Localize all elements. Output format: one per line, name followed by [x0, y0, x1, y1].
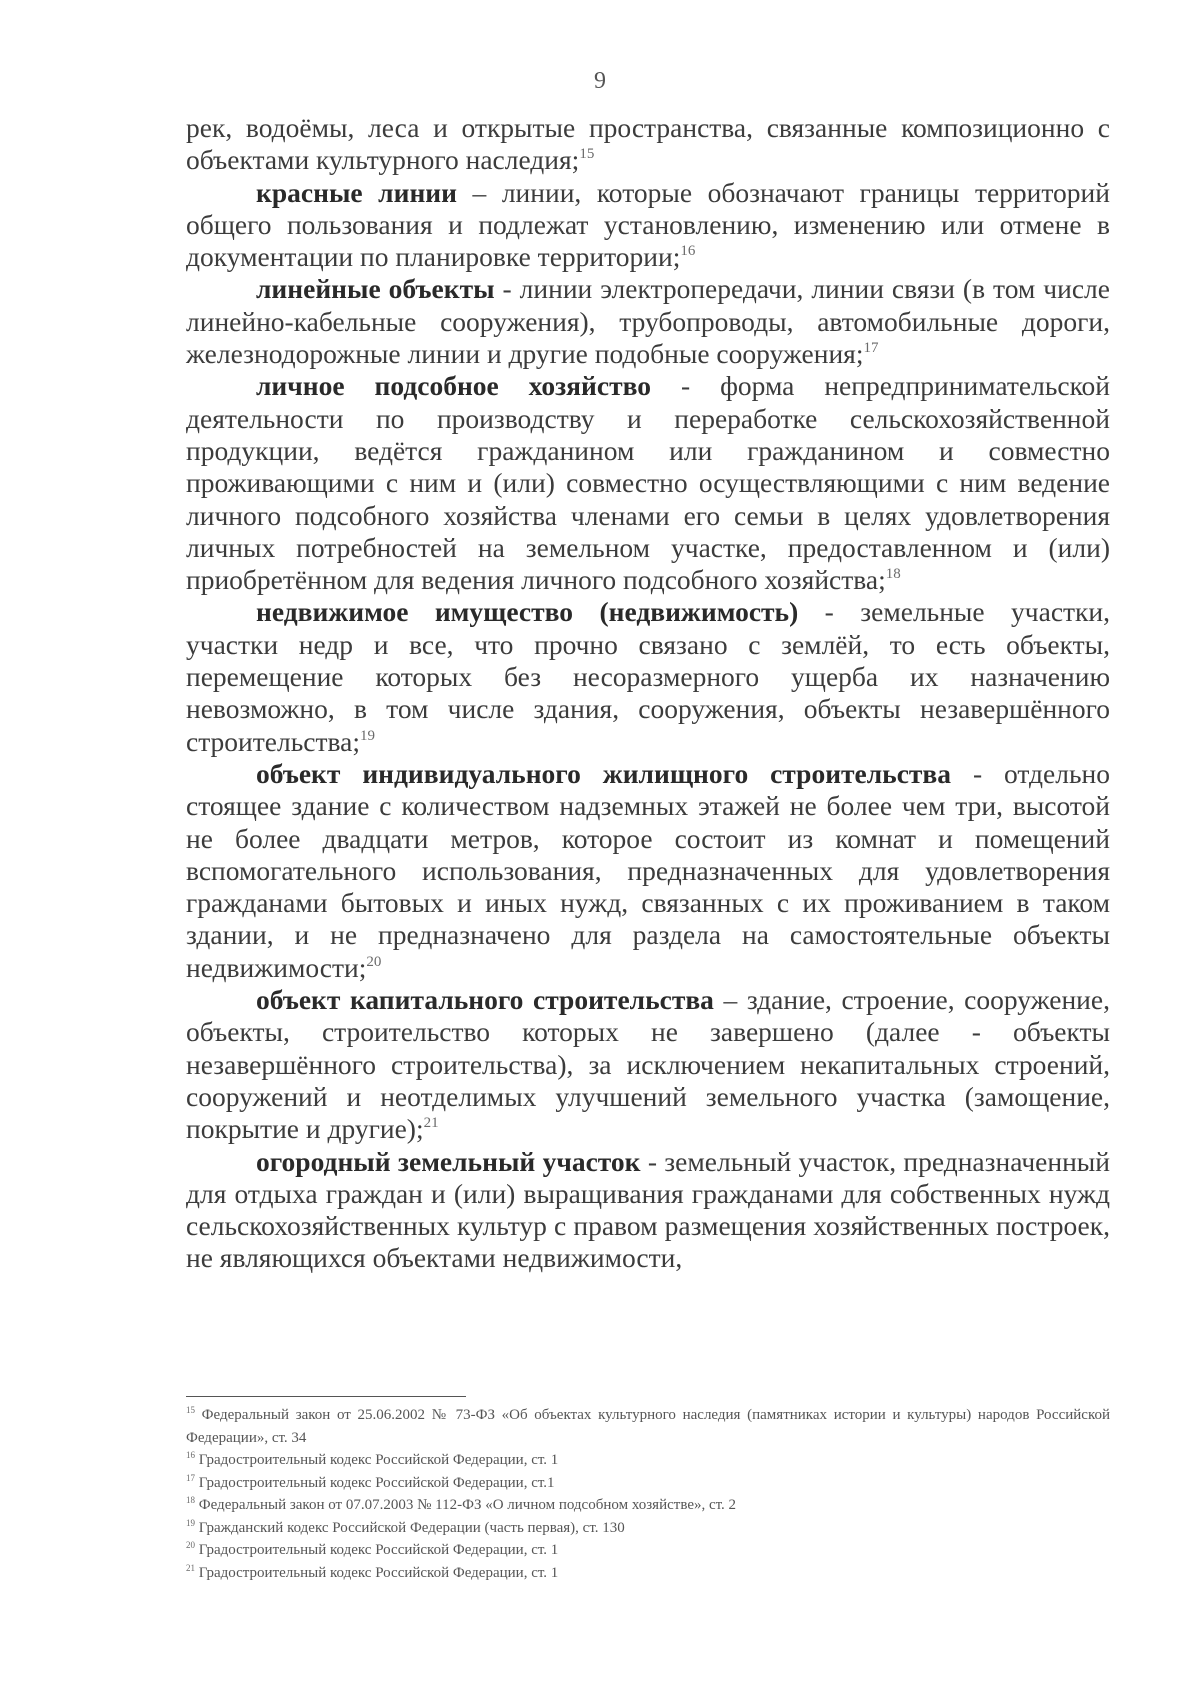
footnote-number: 15	[186, 1405, 195, 1415]
body-text	[186, 112, 1110, 1275]
footnote-19	[186, 1517, 1110, 1540]
footnote-number: 21	[186, 1562, 195, 1573]
definition: - форма непредпринимательской деятельности по производству и переработке сельскохозяйственной продукции, ведётся гражданином или гражданином и совместно проживающими с ним и (или) совместно осуществляющими с ним ведение личного подсобного хозяйства членами его семьи в целях удовлетворения личных потребностей на земельном участке, предоставленном и (или) приобретённом для ведения личного подсобного хозяйства;	[186, 370, 1110, 596]
footnote-text: Градостроительный кодекс Российской Федерации, ст. 1	[195, 1564, 559, 1581]
footnote-number: 19	[186, 1517, 195, 1528]
footnote-ref[interactable]: 16	[680, 243, 696, 260]
footnote-number: 17	[186, 1472, 195, 1483]
term: объект капитального строительства	[256, 984, 714, 1016]
footnote-16	[186, 1449, 1110, 1472]
definition: - земельные участки, участки недр и все, что прочно связано с землёй, то есть объекты, перемещение которых без несоразмерного ущерба их назначению невозможно, в том числе здания, сооружения, объекты незавершённого строительства;	[186, 596, 1110, 757]
definition: - линии электропередачи, линии связи (в том числе линейно-кабельные сооружения), трубопроводы, автомобильные дороги, железнодорожные линии и другие подобные сооружения;	[186, 273, 1110, 370]
footnote-text: Градостроительный кодекс Российской Федерации, ст. 1	[195, 1542, 559, 1558]
definition: – линии, которые обозначают границы территорий общего пользования и подлежат установлению, изменению или отмене в документации по планировке территории;	[186, 176, 1110, 273]
definition-entry-personal-farming	[186, 370, 1110, 596]
page-number: 9	[594, 68, 606, 94]
definition-entry-garden-plot	[186, 1146, 1110, 1275]
term: красные линии	[256, 176, 457, 208]
footnote-text: Градостроительный кодекс Российской Федерации, ст. 1	[195, 1452, 559, 1468]
footnote-20	[186, 1539, 1110, 1562]
term: линейные объекты	[256, 273, 495, 305]
definition-entry-individual-housing	[186, 758, 1110, 984]
definition-entry-real-estate	[186, 596, 1110, 757]
footnote-text: Федеральный закон от 07.07.2003 № 112-ФЗ «О личном подсобном хозяйстве», ст. 2	[195, 1497, 737, 1513]
intro-text: рек, водоёмы, леса и открытые пространства, связанные композиционно с объектами культурного наследия;	[186, 112, 1110, 176]
footnote-ref[interactable]: 17	[863, 340, 879, 357]
definition: – здание, строение, сооружение, объекты, строительство которых не завершено (далее - объекты незавершённого строительства), за исключением некапитальных строений, сооружений и неотделимых улучшений земельного участка (замощение, покрытие и другие);	[186, 984, 1110, 1145]
term: личное подсобное хозяйство	[256, 370, 652, 402]
footnote-ref[interactable]: 19	[359, 727, 375, 744]
footnote-number: 18	[186, 1495, 195, 1505]
footnote-15	[186, 1404, 1110, 1449]
definition-entry-linear-objects	[186, 273, 1110, 370]
term: объект индивидуального жилищного строительства	[256, 757, 952, 789]
footnote-ref[interactable]: 20	[366, 953, 382, 970]
footnote-18	[186, 1494, 1110, 1517]
footnote-21	[186, 1562, 1110, 1585]
footnote-text: Федеральный закон от 25.06.2002 № 73-ФЗ «Об объектах культурного наследия (памятниках истории и культуры) народов Российской Федерации», ст. 34	[186, 1407, 1110, 1446]
definition-entry-red-lines	[186, 177, 1110, 274]
footnote-separator	[186, 1396, 466, 1397]
footnote-text: Гражданский кодекс Российской Федерации (часть первая), ст. 130	[195, 1519, 625, 1536]
footnote-ref[interactable]: 21	[423, 1115, 439, 1132]
term: недвижимое имущество (недвижимость)	[256, 596, 799, 628]
definition-entry-capital-construction	[186, 984, 1110, 1145]
footnote-number: 20	[186, 1540, 195, 1550]
footnote-text: Градостроительный кодекс Российской Федерации, ст.1	[195, 1474, 555, 1491]
intro-continuation	[186, 112, 1110, 177]
footnote-number: 16	[186, 1450, 195, 1460]
footnote-ref[interactable]: 18	[885, 566, 901, 583]
term: огородный земельный участок	[256, 1145, 641, 1177]
footnotes	[186, 1404, 1110, 1584]
definition: - отдельно стоящее здание с количеством надземных этажей не более чем три, высотой не более двадцати метров, которое состоит из комнат и помещений вспомогательного использования, предназначенных для удовлетворения гражданами бытовых и иных нужд, связанных с их проживанием в таком здании, и не предназначено для раздела на самостоятельные объекты недвижимости;	[186, 757, 1110, 983]
footnote-ref[interactable]: 15	[579, 146, 595, 163]
definition: - земельный участок, предназначенный для отдыха граждан и (или) выращивания гражданами для собственных нужд сельскохозяйственных культур с правом размещения хозяйственных построек, не являющихся объектами недвижимости,	[186, 1145, 1110, 1274]
footnote-17	[186, 1472, 1110, 1495]
